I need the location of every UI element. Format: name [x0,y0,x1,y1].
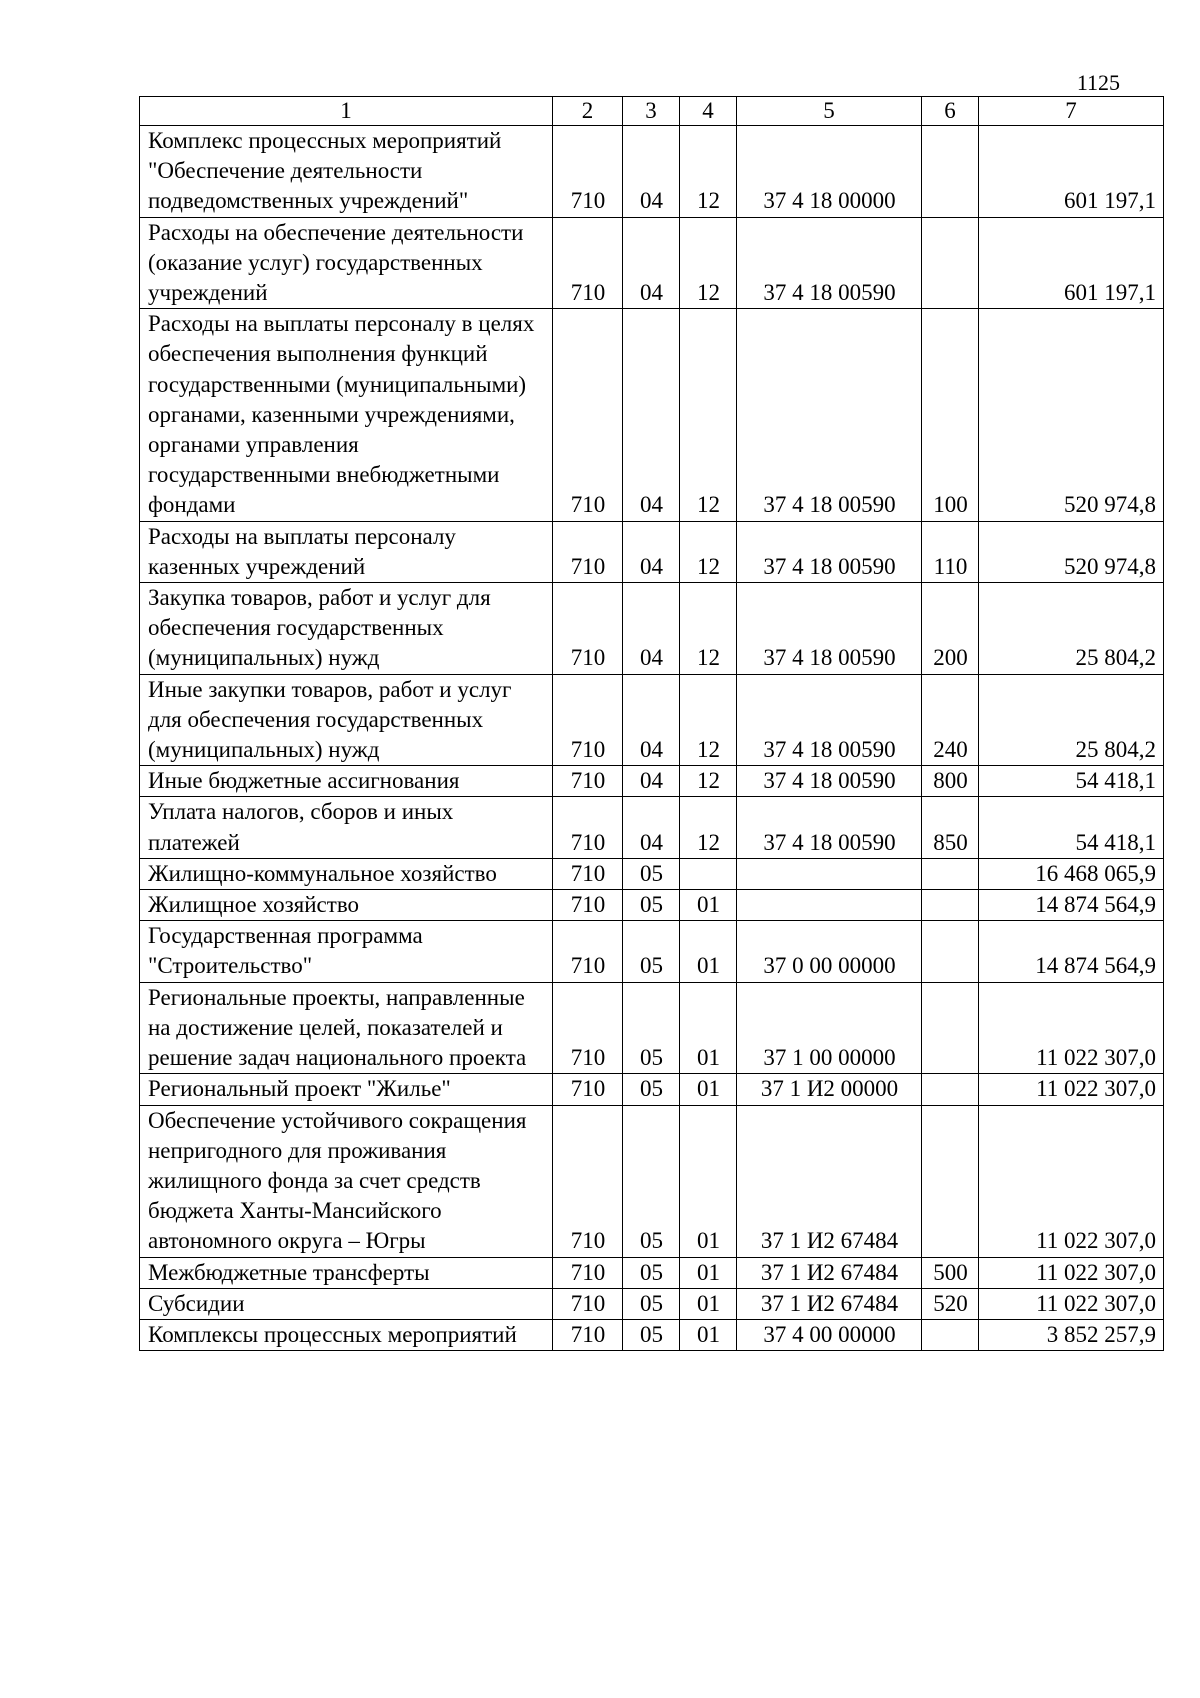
subsection-cell: 12 [680,521,737,582]
section-cell: 05 [623,921,680,982]
section-cell: 04 [623,309,680,521]
table-row [140,1319,1164,1350]
grbs-cell: 710 [553,674,623,766]
subsection-cell: 01 [680,1074,737,1105]
target-article-cell: 37 4 18 00590 [737,521,922,582]
subsection-cell: 01 [680,1257,737,1288]
amount-cell: 14 874 564,9 [979,921,1164,982]
row-name-cell: Региональный проект "Жилье" [140,1074,553,1105]
page-number: 1125 [1076,70,1120,95]
row-name-cell: Государственная программа "Строительство" [140,921,553,982]
target-article-cell: 37 0 00 00000 [737,921,922,982]
table-row [140,982,1164,1074]
section-cell: 04 [623,797,680,858]
amount-cell: 601 197,1 [979,217,1164,309]
row-name-cell: Жилищное хозяйство [140,890,553,921]
subsection-cell: 12 [680,217,737,309]
subsection-cell: 01 [680,982,737,1074]
grbs-cell: 710 [553,309,623,521]
section-cell: 04 [623,217,680,309]
table-row [140,1074,1164,1105]
expense-type-cell [922,858,979,889]
grbs-cell: 710 [553,126,623,218]
amount-cell: 25 804,2 [979,674,1164,766]
target-article-cell: 37 4 18 00590 [737,766,922,797]
grbs-cell: 710 [553,217,623,309]
grbs-cell: 710 [553,1288,623,1319]
amount-cell: 520 974,8 [979,309,1164,521]
row-name-cell: Межбюджетные трансферты [140,1257,553,1288]
table-row [140,921,1164,982]
subsection-cell: 12 [680,583,737,675]
expense-type-cell: 100 [922,309,979,521]
table-row [140,674,1164,766]
table-row [140,1257,1164,1288]
expense-type-cell [922,126,979,218]
budget-table [139,96,1164,1351]
subsection-cell: 01 [680,1319,737,1350]
row-name-cell: Жилищно-коммунальное хозяйство [140,858,553,889]
column-header: 5 [737,97,922,126]
subsection-cell: 12 [680,766,737,797]
expense-type-cell: 520 [922,1288,979,1319]
grbs-cell: 710 [553,797,623,858]
expense-type-cell: 500 [922,1257,979,1288]
section-cell: 05 [623,1257,680,1288]
grbs-cell: 710 [553,858,623,889]
row-name-cell: Иные закупки товаров, работ и услуг для обеспечения государственных (муниципальных) нужд [140,674,553,766]
grbs-cell: 710 [553,921,623,982]
table-row [140,309,1164,521]
grbs-cell: 710 [553,1319,623,1350]
grbs-cell: 710 [553,890,623,921]
grbs-cell: 710 [553,521,623,582]
target-article-cell [737,858,922,889]
expense-type-cell: 110 [922,521,979,582]
table-row [140,126,1164,218]
grbs-cell: 710 [553,1105,623,1257]
row-name-cell: Закупка товаров, работ и услуг для обеспечения государственных (муниципальных) нужд [140,583,553,675]
row-name-cell: Уплата налогов, сборов и иных платежей [140,797,553,858]
expense-type-cell: 240 [922,674,979,766]
subsection-cell: 12 [680,309,737,521]
target-article-cell: 37 4 00 00000 [737,1319,922,1350]
expense-type-cell [922,217,979,309]
amount-cell: 54 418,1 [979,797,1164,858]
section-cell: 05 [623,982,680,1074]
row-name-cell: Комплексы процессных мероприятий [140,1319,553,1350]
amount-cell: 11 022 307,0 [979,1257,1164,1288]
section-cell: 05 [623,858,680,889]
table-row [140,1105,1164,1257]
section-cell: 05 [623,1288,680,1319]
column-header: 4 [680,97,737,126]
subsection-cell: 12 [680,674,737,766]
table-row [140,797,1164,858]
row-name-cell: Региональные проекты, направленные на достижение целей, показателей и решение задач национального проекта [140,982,553,1074]
section-cell: 04 [623,766,680,797]
amount-cell: 11 022 307,0 [979,982,1164,1074]
grbs-cell: 710 [553,766,623,797]
target-article-cell: 37 1 И2 67484 [737,1105,922,1257]
table-row [140,1288,1164,1319]
table-row [140,583,1164,675]
table-row [140,858,1164,889]
target-article-cell: 37 1 00 00000 [737,982,922,1074]
amount-cell: 11 022 307,0 [979,1074,1164,1105]
expense-type-cell: 200 [922,583,979,675]
row-name-cell: Обеспечение устойчивого сокращения непригодного для проживания жилищного фонда за счет средств бюджета Ханты-Мансийского автономного округа – Югры [140,1105,553,1257]
row-name-cell: Комплекс процессных мероприятий "Обеспечение деятельности подведомственных учреждений" [140,126,553,218]
expense-type-cell [922,1105,979,1257]
grbs-cell: 710 [553,982,623,1074]
row-name-cell: Иные бюджетные ассигнования [140,766,553,797]
subsection-cell [680,858,737,889]
grbs-cell: 710 [553,1074,623,1105]
subsection-cell: 01 [680,1288,737,1319]
subsection-cell: 12 [680,797,737,858]
amount-cell: 54 418,1 [979,766,1164,797]
amount-cell: 11 022 307,0 [979,1105,1164,1257]
row-name-cell: Субсидии [140,1288,553,1319]
amount-cell: 25 804,2 [979,583,1164,675]
column-header: 6 [922,97,979,126]
target-article-cell: 37 4 18 00590 [737,217,922,309]
target-article-cell: 37 4 18 00590 [737,674,922,766]
expense-type-cell [922,1319,979,1350]
subsection-cell: 01 [680,921,737,982]
table-row [140,766,1164,797]
row-name-cell: Расходы на выплаты персоналу казенных учреждений [140,521,553,582]
amount-cell: 16 468 065,9 [979,858,1164,889]
column-header: 1 [140,97,553,126]
target-article-cell [737,890,922,921]
target-article-cell: 37 1 И2 67484 [737,1288,922,1319]
target-article-cell: 37 4 18 00000 [737,126,922,218]
section-cell: 04 [623,674,680,766]
section-cell: 05 [623,1319,680,1350]
target-article-cell: 37 4 18 00590 [737,583,922,675]
subsection-cell: 01 [680,890,737,921]
table-header-row [140,97,1164,126]
section-cell: 04 [623,126,680,218]
target-article-cell: 37 4 18 00590 [737,309,922,521]
grbs-cell: 710 [553,583,623,675]
row-name-cell: Расходы на обеспечение деятельности (оказание услуг) государственных учреждений [140,217,553,309]
section-cell: 04 [623,583,680,675]
section-cell: 05 [623,1074,680,1105]
column-header: 2 [553,97,623,126]
amount-cell: 14 874 564,9 [979,890,1164,921]
expense-type-cell: 850 [922,797,979,858]
target-article-cell: 37 4 18 00590 [737,797,922,858]
expense-type-cell [922,982,979,1074]
amount-cell: 601 197,1 [979,126,1164,218]
section-cell: 05 [623,890,680,921]
amount-cell: 3 852 257,9 [979,1319,1164,1350]
expense-type-cell [922,1074,979,1105]
expense-type-cell: 800 [922,766,979,797]
expense-type-cell [922,921,979,982]
row-name-cell: Расходы на выплаты персоналу в целях обеспечения выполнения функций государственными (муниципальными) органами, казенными учреждениями, органами управления государственными внебюджетными фондами [140,309,553,521]
grbs-cell: 710 [553,1257,623,1288]
column-header: 7 [979,97,1164,126]
expense-type-cell [922,890,979,921]
table-row [140,890,1164,921]
target-article-cell: 37 1 И2 00000 [737,1074,922,1105]
section-cell: 04 [623,521,680,582]
amount-cell: 11 022 307,0 [979,1288,1164,1319]
amount-cell: 520 974,8 [979,521,1164,582]
column-header: 3 [623,97,680,126]
table-row [140,217,1164,309]
table-row [140,521,1164,582]
target-article-cell: 37 1 И2 67484 [737,1257,922,1288]
subsection-cell: 01 [680,1105,737,1257]
subsection-cell: 12 [680,126,737,218]
section-cell: 05 [623,1105,680,1257]
